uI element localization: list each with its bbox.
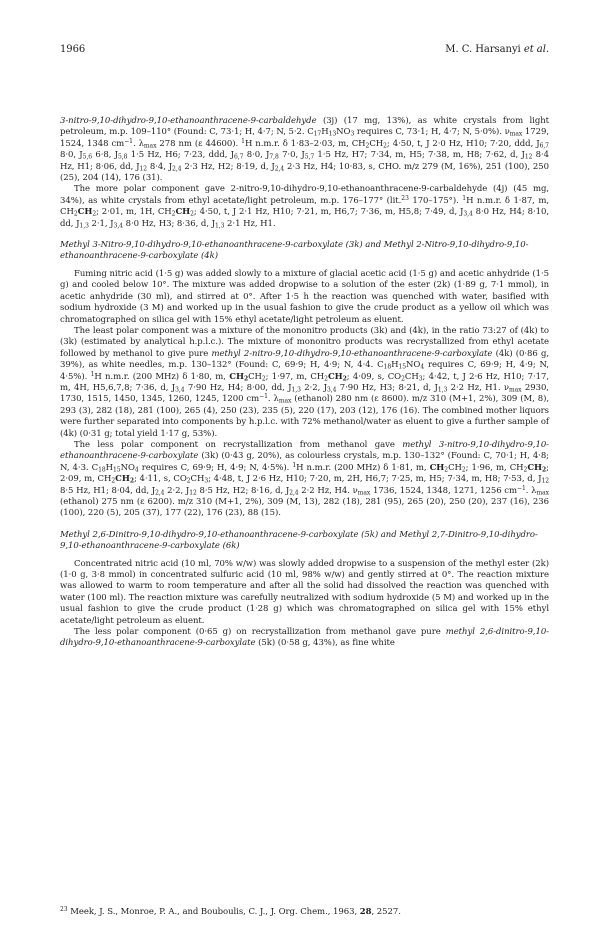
footnote: $^{23}$ Meek, J. S., Monroe, P. A., and Bouboulis, C. J., J. Org. Chem., 1963, 28, 2527. — [60, 906, 401, 917]
paragraph-4j: The more polar component gave 2-nitro-9,10-dihydro-9,10-ethanoanthracene-9-carbaldehyde (4j) (45 mg, 34%), as white crystals from ethyl acetate/light petroleum, m.p. 176–177° (lit.$^{23}$ 170–175°). $^1$H n.m.r. δ 1·87, m, $CH_2CH_2$; 2·01, m, 1H, $CH_2CH_2$; 4·50, t, J 2·1 Hz, H10; 7·21, m, H6,7; 7·36, m, H5,8; 7·49, d, $J_{3,4}$ 8·0 Hz, H4; 8·10, dd, $J_{1,3}$ 2·1, $J_{3,4}$ 8·0 Hz, H3; 8·36, d, $J_{1,3}$ 2·1 Hz, H1. — [60, 184, 549, 230]
paragraph-5k-characterization: The less polar component (0·65 g) on recrystallization from methanol gave pure methyl 2,6-dinitro-9,10-dihydro-9,10-ethanoanthracene-9-carboxylate (5k) (0·58 g, 43%), as fine white — [60, 627, 549, 649]
running-header — [60, 44, 549, 56]
running-author: M. C. Harsanyi et al. — [445, 44, 549, 55]
paragraph-3j: 3-nitro-9,10-dihydro-9,10-ethanoanthracene-9-carbaldehyde (3j) (17 mg, 13%), as white crystals from light petroleum, m.p. 109–110° (Found: C, 73·1; H, 4·7; N, 5·2. $C_{17}H_{13}NO_3$ requires C, 73·1; H, 4·7; N, 5·0%). $\nu_{max}$ 1729, 1524, 1348 $cm^{-1}$. $\lambda_{max}$ 278 nm (ε 44600). $^1$H n.m.r. δ 1·83–2·03, m, $CH_2CH_2$; 4·50, t, J 2·0 Hz, H10; 7·20, ddd, $J_{6,7}$ 8·0, $J_{5,6}$ 6·8, $J_{5,8}$ 1·5 Hz, H6; 7·23, ddd, $J_{6,7}$ 8·0, $J_{7,8}$ 7·0, $J_{5,7}$ 1·5 Hz, H7; 7·34, m, H5; 7·38, m, H8; 7·62, d, $J_{12}$ 8·4 Hz, H1; 8·06, dd, $J_{12}$ 8·4, $J_{2,4}$ 2·3 Hz, H2; 8·19, d, $J_{2,4}$ 2·3 Hz, H4; 10·83, s, CHO. m/z 279 (M, 16%), 251 (100), 250 (25), 204 (14), 176 (31). — [60, 116, 550, 184]
paragraph-5k-6k-procedure: Concentrated nitric acid (10 ml, 70% w/w) was slowly added dropwise to a suspension of the methyl ester (2k) (1·0 g, 3·8 mmol) in concentrated sulfuric acid (10 ml, 98% w/w) and gently stirred at 0°. The reaction mixture was allowed to warm to room temperature and after all the solid had dissolved the reaction was quenched with water (100 ml). The reaction mixture was carefully neutralized with sodium hydroxide (5 M) and worked up in the usual fashion to give the crude product (1·28 g) which was chromatographed on silica gel with 15% ethyl acetate/light petroleum as eluent. — [60, 558, 549, 626]
section-heading-5k-6k: Methyl 2,6-Dinitro-9,10-dihydro-9,10-ethanoanthracene-9-carboxylate (5k) and Methyl 2,7-Dinitro-9,10-dihydro-9,10-ethanoanthracene-9-carboxylate (6k) — [60, 529, 538, 552]
page-number: 1966 — [60, 44, 86, 55]
paragraph-3k-characterization: The less polar component on recrystallization from methanol gave methyl 3-nitro-9,10-dihydro-9,10-ethanoanthracene-9-carboxylate (3k) (0·43 g, 20%), as colourless crystals, m.p. 130–132° (Found: C, 70·1; H, 4·8; N, 4·3. $C_{18}H_{15}NO_4$ requires C, 69·9; H, 4·9; N, 4·5%). $^1$H n.m.r. (200 MHz) δ 1·81, m, $CH_2CH_2$; 1·96, m, $CH_2CH_2$; 2·09, m, $CH_2CH_2$; 4·11, s, $CO_2CH_3$; 4·48, t, J 2·6 Hz, H10; 7·20, m, 2H, H6,7; 7·25, m, H5; 7·34, m, H8; 7·53, d, $J_{12}$ 8·5 Hz, H1; 8·04, dd, $J_{2,4}$ 2·2, $J_{12}$ 8·5 Hz, H2; 8·16, d, $J_{2,4}$ 2·2 Hz, H4. $\nu_{max}$ 1736, 1524, 1348, 1271, 1256 $cm^{-1}$. $\lambda_{max}$ (ethanol) 275 nm (ε 6200). m/z 310 (M+1, 2%), 309 (M, 13), 282 (18), 281 (95), 265 (20), 250 (20), 237 (16), 236 (100), 220 (5), 205 (37), 177 (22), 176 (23), 88 (15). — [60, 439, 549, 519]
article-body — [60, 116, 549, 650]
paragraph-4k-characterization: The least polar component was a mixture of the mononitro products (3k) and (4k), in the ratio 73:27 of (4k) to (3k) (estimated by analytical h.p.l.c.). The mixture of mononitro products was recrystallized from ethyl acetate followed by methanol to give pure methyl 2-nitro-9,10-dihydro-9,10-ethanoanthracene-9-carboxylate (4k) (0·86 g, 39%), as white needles, m.p. 130–132° (Found: C, 69·9; H, 4·9; N, 4·4. $C_{18}H_{15}NO_4$ requires C, 69·9; H, 4·9; N, 4·5%). $^1$H n.m.r. (200 MHz) δ 1·80, m, $CH_2CH_2$; 1·97, m, $CH_2CH_2$; 4·09, s, $CO_2CH_3$; 4·42, t, J 2·6 Hz, H10; 7·17, m, 4H, H5,6,7,8; 7·36, d, $J_{3,4}$ 7·90 Hz, H4; 8·00, dd, $J_{1,3}$ 2·2, $J_{3,4}$ 7·90 Hz, H3; 8·21, d, $J_{1,3}$ 2·2 Hz, H1. $\nu_{max}$ 2930, 1730, 1515, 1450, 1345, 1260, 1245, 1200 $cm^{-1}$. $\lambda_{max}$ (ethanol) 280 nm (ε 8600). m/z 310 (M+1, 2%), 309 (M, 8), 293 (3), 282 (18), 281 (100), 265 (4), 250 (23), 235 (5), 220 (17), 203 (12), 176 (16). The combined mother liquors were further separated into components by h.p.l.c. with 72% methanol/water as eluent to give a further sample of (4k) (0·31 g; total yield 1·17 g, 53%). — [60, 325, 550, 439]
paragraph-3k-4k-procedure: Fuming nitric acid (1·5 g) was added slowly to a mixture of glacial acetic acid (1·5 g) and acetic anhydride (1·5 g) and cooled below 10°. The mixture was added dropwise to a solution of the ester (2k) (1·89 g, 7·1 mmol), in acetic anhydride (30 ml), and stirred at 0°. After 1·5 h the reaction was quenched with water, basified with sodium hydroxide (3 M) and worked up in the usual fashion to give the crude product as a yellow oil which was chromatographed on silica gel with 15% ethyl acetate/light petroleum as eluent. — [60, 268, 549, 325]
section-heading-3k-4k: Methyl 3-Nitro-9,10-dihydro-9,10-ethanoanthracene-9-carboxylate (3k) and Methyl 2-Nitro-9,10-dihydro-9,10-ethanoanthracene-9-carboxylate (4k) — [60, 240, 529, 262]
